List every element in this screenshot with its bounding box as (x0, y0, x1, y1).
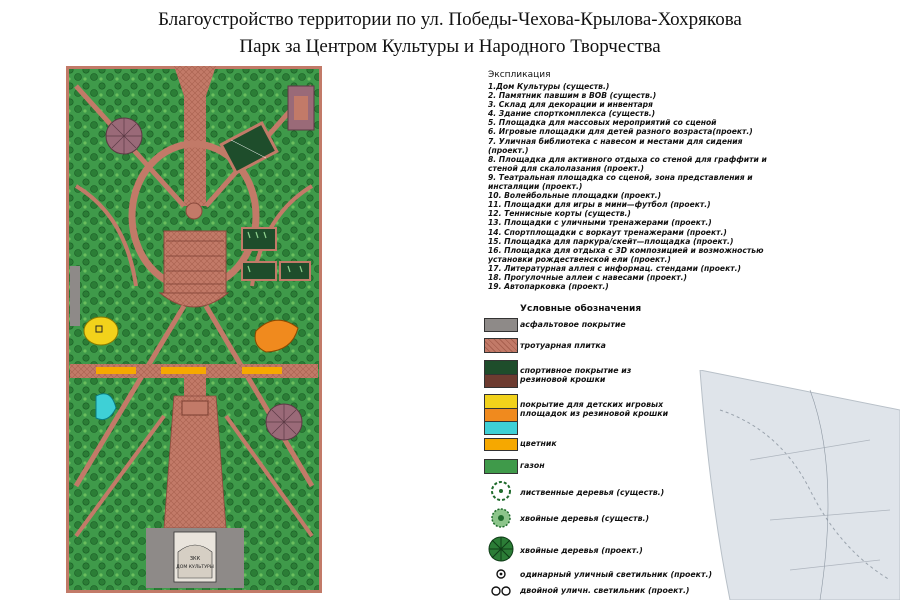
kids-swatch-yellow (484, 394, 518, 409)
explication-item: 12. Теннисные корты (существ.) (488, 209, 631, 219)
double-lamp-label: двойной уличн. светильник (проект.) (520, 586, 690, 595)
explication-item: 9. Театральная площадка со сценой, зона представления и инсталяции (проект.) (488, 172, 753, 192)
single-lamp-icon (494, 567, 508, 581)
football-court (280, 262, 310, 280)
explication-item: 14. Спортплощадки с воркаут тренажерами (проект.) (488, 227, 727, 237)
sport-coating-label: спортивное покрытие из резиновой крошки (520, 366, 632, 384)
conifer-project-label: хвойные деревья (проект.) (520, 546, 643, 555)
explication-block (488, 70, 788, 291)
explication-item: 1.Дом Культуры (существ.) (488, 82, 610, 91)
explication-item: 4. Здание спорткомплекса (существ.) (488, 109, 656, 119)
asphalt-label: асфальтовое покрытие (520, 320, 626, 329)
explication-item: 2. Памятник павшим в ВОВ (существ.) (488, 91, 657, 101)
explication-item: 17. Литературная аллея с информац. стендами (проект.) (488, 263, 741, 273)
culture-house-label-2: ДОМ КУЛЬТУРЫ (176, 565, 214, 570)
playground-yellow (84, 317, 118, 345)
tile-label: тротуарная плитка (520, 341, 606, 350)
deciduous-label: лиственные деревья (существ.) (520, 488, 665, 497)
explication-item: 13. Площадки с уличными тренажерами (проект.) (488, 218, 712, 228)
explication-list (488, 82, 788, 291)
lawn-label: газон (520, 461, 545, 470)
explication-item: 7. Уличная библиотека с навесом и местами для сидения (проект.) (488, 136, 743, 155)
sport-swatch-brown (484, 374, 518, 388)
flowerbed-swatch (484, 438, 518, 451)
kids-coating-label: покрытие для детских игровых площадок из резиновой крошки (520, 400, 669, 418)
explication-item: 11. Площадки для игры в мини—футбол (проект.) (488, 200, 711, 210)
map-title: Благоустройство территории по ул. Победы-Чехова-Крылова-Хохрякова (158, 9, 742, 30)
asphalt-swatch (484, 318, 518, 332)
sport-swatch-dark (484, 360, 518, 375)
park-plan-map (66, 66, 322, 593)
tile-swatch (484, 338, 518, 353)
explication-item: 10. Волейбольные площадки (проект.) (488, 191, 662, 201)
explication-title: Экспликация (488, 70, 551, 80)
culture-house-label-1: ЗКК (189, 556, 201, 562)
volleyball-court (242, 228, 276, 250)
situation-plan-fragment (690, 370, 900, 600)
conifer-existing-icon (488, 505, 514, 531)
lawn-swatch (484, 459, 518, 474)
explication-item: 18. Прогулочные аллеи с навесами (проект.) (488, 272, 687, 282)
workout-area (242, 262, 276, 280)
single-lamp-label: одинарный уличный светильник (проект.) (520, 570, 713, 579)
kids-swatch-orange (484, 408, 518, 422)
explication-item: 16. Площадка для отдыха с 3D композицией и возможностью установки рождественской ели (проект.) (488, 245, 764, 264)
explication-item: 19. Автопарковка (проект.) (488, 282, 609, 292)
double-lamp-icon (490, 584, 512, 598)
kids-swatch-cyan (484, 421, 518, 435)
conifer-project-icon (486, 534, 516, 564)
explication-item: 15. Площадка для паркура/скейт—площадка (проект.) (488, 236, 734, 246)
map-subtitle: Парк за Центром Культуры и Народного Творчества (239, 36, 661, 57)
symbols-title: Условные обозначения (520, 304, 642, 314)
explication-item: 3. Склад для декорации и инвентаря (488, 100, 653, 110)
conifer-existing-label: хвойные деревья (существ.) (520, 514, 650, 523)
explication-item: 8. Площадка для активного отдыха со стеной для граффити и стеной для скалолазания (проект.) (488, 154, 767, 173)
explication-item: 5. Площадка для массовых мероприятий со сценой (488, 118, 717, 128)
flowerbed-label: цветник (520, 439, 557, 448)
deciduous-tree-icon (488, 478, 514, 504)
explication-item: 6. Игровые площадки для детей разного возраста(проект.) (488, 127, 753, 137)
